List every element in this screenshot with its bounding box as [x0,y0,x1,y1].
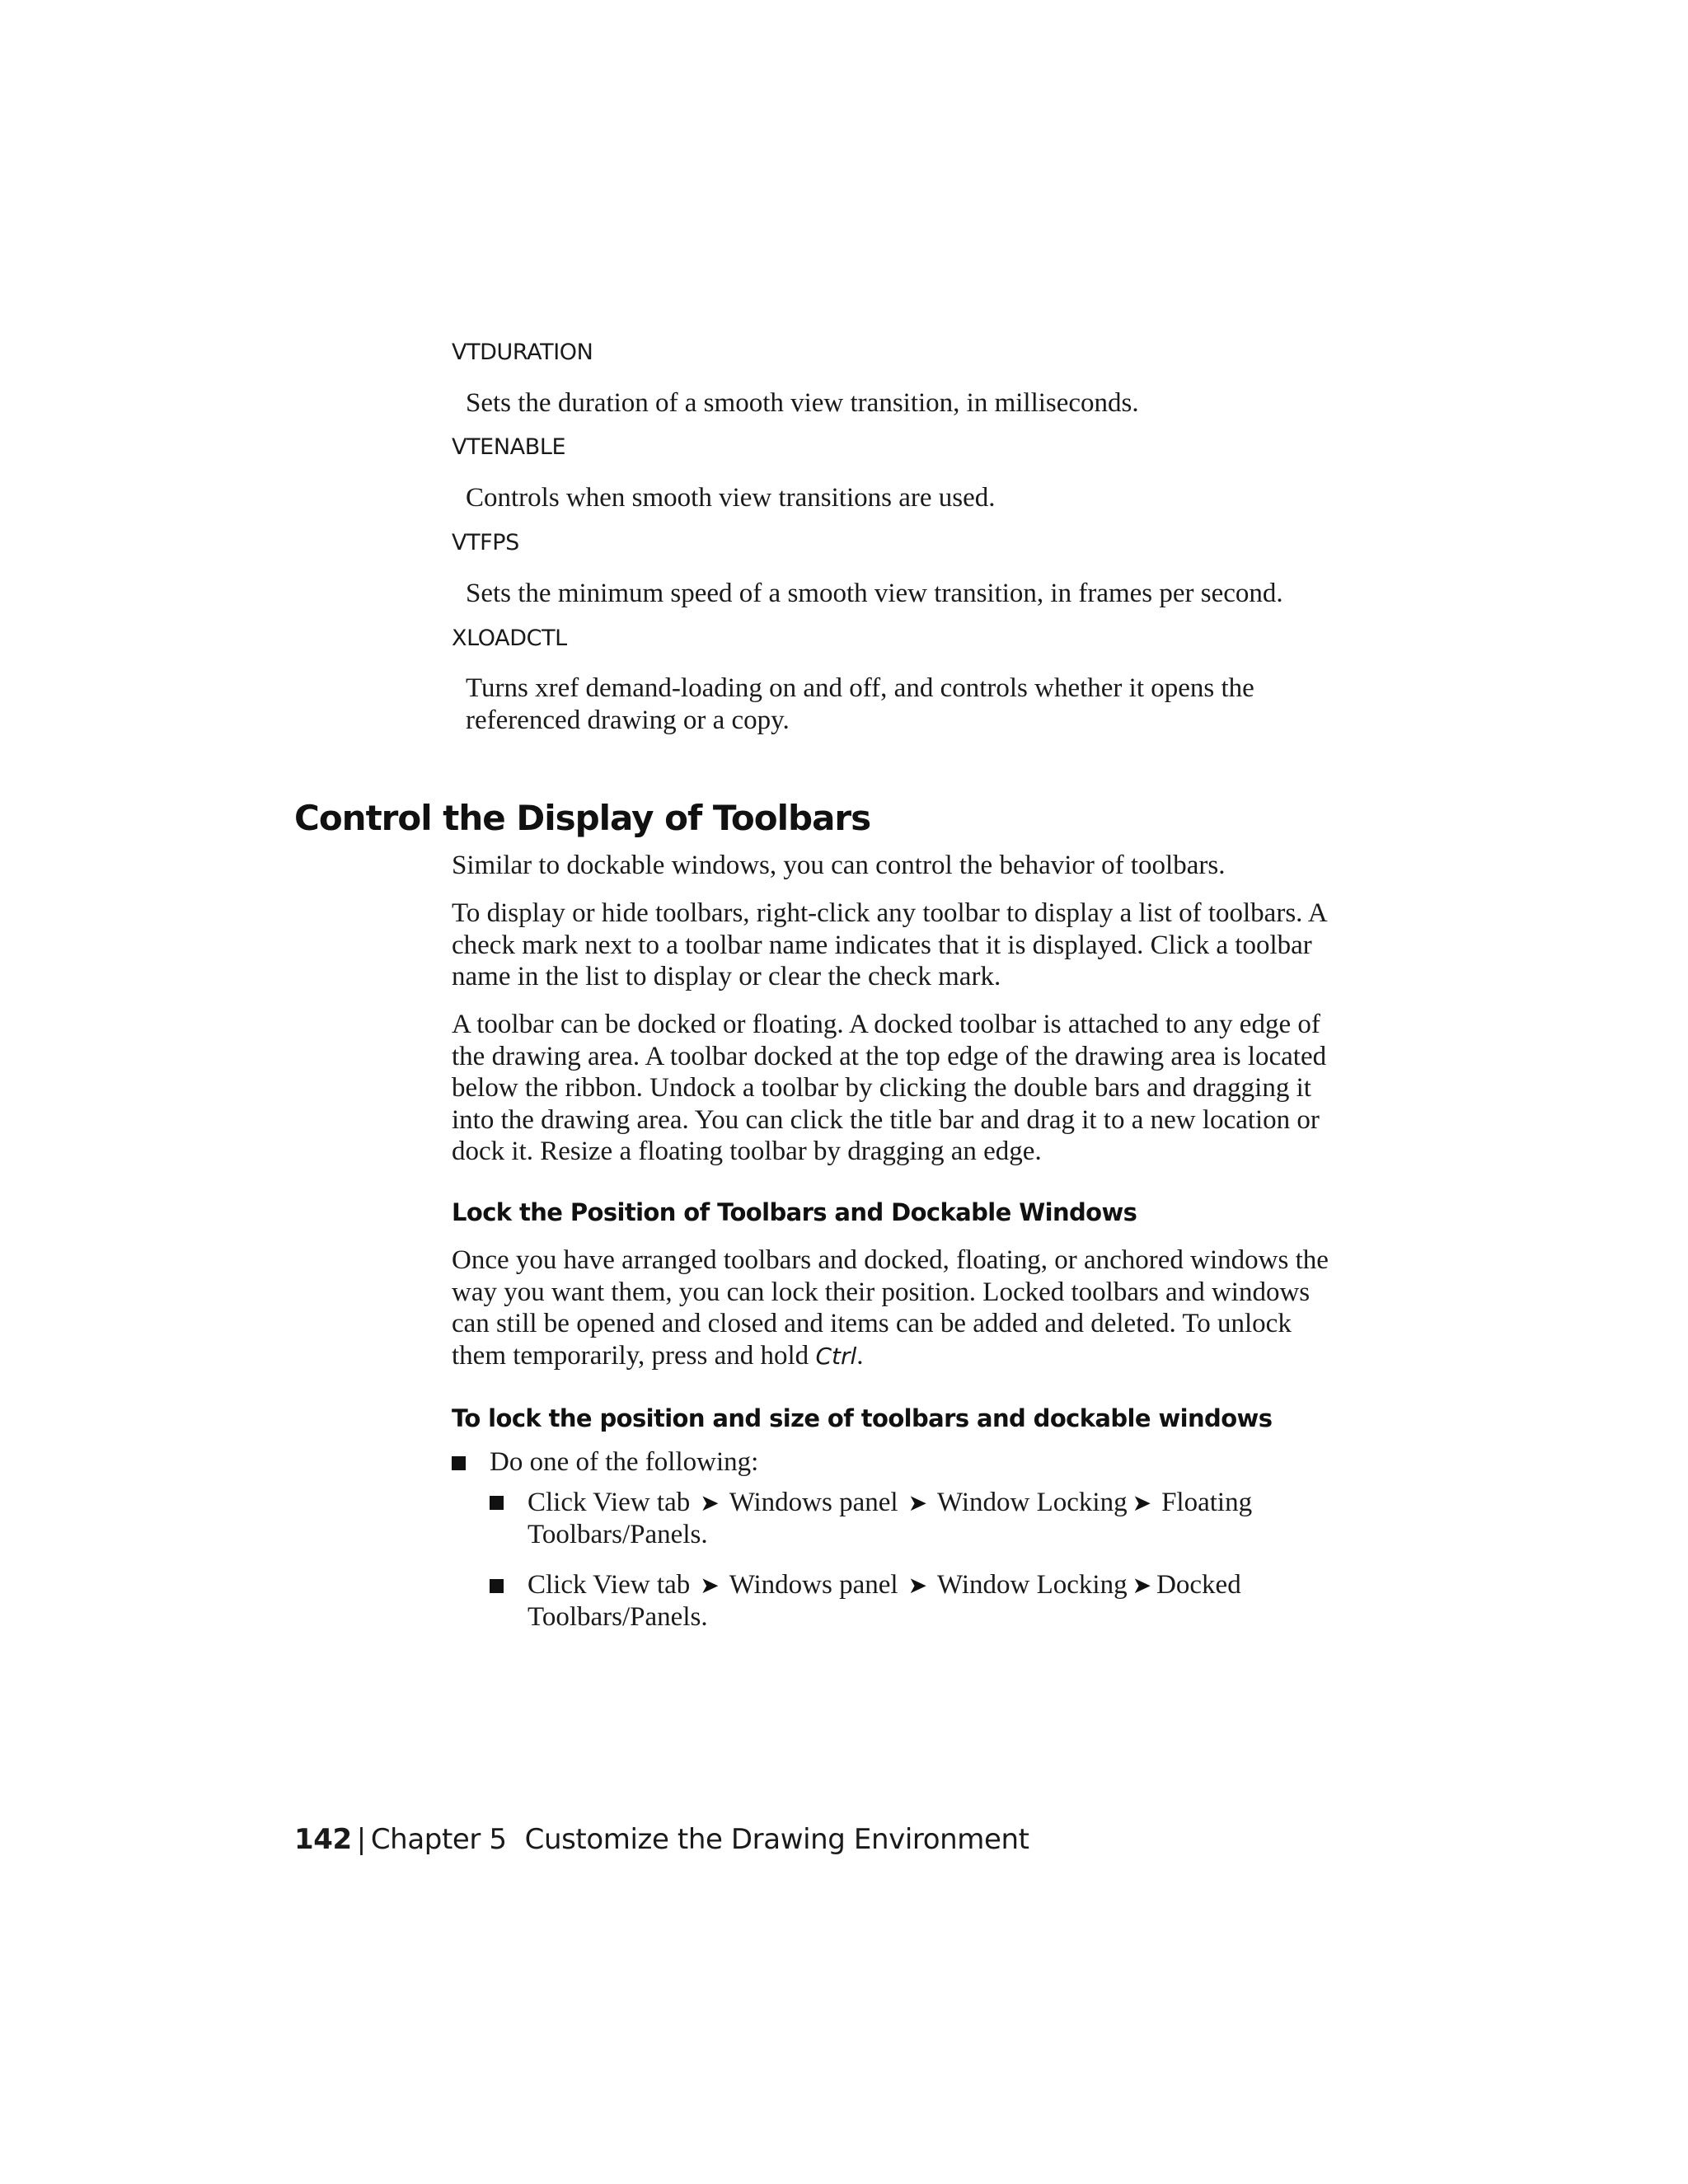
body-paragraph [452,1244,1342,1372]
variable-description: Controls when smooth view transitions are used. [466,483,996,513]
bullet-square-icon [452,1456,466,1470]
option-line [528,1569,1241,1602]
menu-path-floating: Floating [1161,1488,1253,1517]
menu-path-window-locking: Window Locking [937,1488,1128,1517]
variable-name: VTDURATION [452,340,593,365]
arrow-right-icon: ➤ [1132,1572,1152,1599]
arrow-right-icon: ➤ [907,1572,928,1599]
footer-separator: | [356,1823,366,1856]
menu-path-windows-panel: Windows panel [729,1570,898,1600]
body-paragraph: A toolbar can be docked or floating. A docked toolbar is attached to any edge of the drawing area. A toolbar docked at the top edge of the drawing area is located below the ribbon. Undock a toolbar by clicking the double bars and dragging it into the drawing area. You can click the title bar and drag it to a new location or dock it. Resize a floating toolbar by dragging an edge. [452,1010,1327,1166]
bullet-square-icon [490,1496,504,1510]
option-continuation: Toolbars/Panels. [528,1520,708,1549]
variable-name: VTFPS [452,530,519,555]
chapter-label: Chapter 5 [370,1823,507,1856]
variable-description: Turns xref demand-loading on and off, and controls whether it opens the referenced drawing or a copy. [466,673,1254,735]
arrow-right-icon: ➤ [1132,1489,1152,1516]
ctrl-key: Ctrl [815,1342,857,1370]
variable-description: Sets the duration of a smooth view transition, in milliseconds. [466,388,1139,418]
arrow-right-icon: ➤ [700,1489,720,1516]
arrow-right-icon: ➤ [907,1489,928,1516]
option-line [528,1487,1252,1520]
menu-path-window-locking: Window Locking [937,1570,1128,1600]
lock-paragraph-text: Once you have arranged toolbars and docked, floating, or anchored windows the way you want them, you can lock their position. Locked toolbars and windows can still be opened and closed and items can be added and deleted. To unlock them temporarily, press and hold [452,1245,1329,1371]
variable-name: VTENABLE [452,434,566,460]
period: . [856,1340,864,1371]
page-number: 142 [294,1823,352,1856]
variable-description: Sets the minimum speed of a smooth view transition, in frames per second. [466,579,1283,608]
option-continuation: Toolbars/Panels. [528,1602,708,1632]
body-paragraph: To display or hide toolbars, right-click any toolbar to display a list of toolbars. A check mark next to a toolbar name indicates that it is displayed. Click a toolbar name in the list to display or clear the check mark. [452,898,1326,991]
menu-path-view-tab: Click View tab [528,1488,691,1517]
menu-path-windows-panel: Windows panel [729,1488,898,1517]
bullet-square-icon [490,1579,504,1593]
procedure-step: Do one of the following: [490,1447,759,1477]
variable-name: XLOADCTL [452,626,567,651]
body-paragraph: Similar to dockable windows, you can control the behavior of toolbars. [452,851,1226,880]
menu-path-docked: Docked [1156,1570,1241,1600]
page-footer [294,1823,1029,1856]
chapter-title: Customize the Drawing Environment [524,1823,1029,1856]
menu-path-view-tab: Click View tab [528,1570,691,1600]
subsection-heading: Lock the Position of Toolbars and Dockable Windows [452,1198,1137,1226]
section-heading: Control the Display of Toolbars [294,798,871,838]
arrow-right-icon: ➤ [700,1572,720,1599]
procedure-heading: To lock the position and size of toolbars and dockable windows [452,1404,1273,1432]
